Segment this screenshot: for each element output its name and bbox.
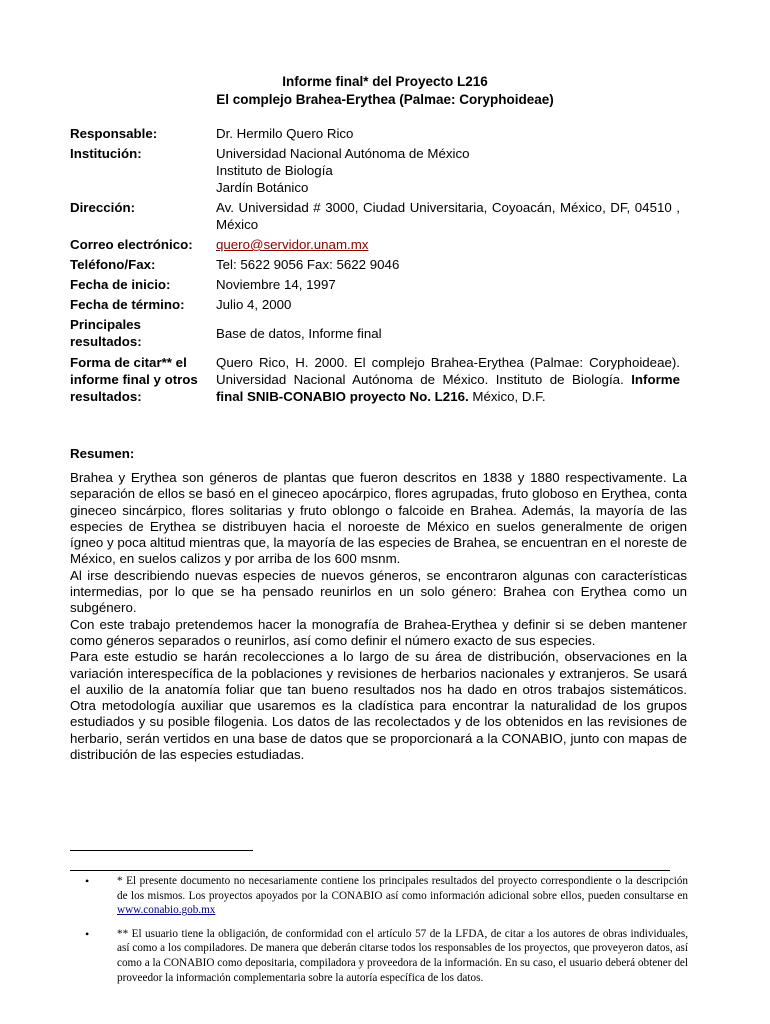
citar-label-line: resultados: (70, 389, 142, 404)
summary-paragraph: Para este estudio se harán recolecciones a lo largo de su área de distribución, observaciones en la variación interespecífica de la poblaciones y revisiones de herbarios nacionales y extranjeros. Se usará el auxilio de la anatomía foliar que tan bueno resultados nos ha dado en otros trabajos sistemáticos. Otra metodología auxiliar que usaremos es la cladística para encontrar la naturalidad de los grupos estudiados y su posible filogenia. Los datos de las recolectados y de los obtenidos en las revisiones de herbario, serán vertidos en una base de datos que se proporcionará a la CONABIO, junto con mapas de distribución de las especies estudiadas. (70, 649, 687, 763)
footnote-1-text (117, 874, 688, 918)
citation-end: México, D.F. (468, 389, 546, 404)
correo-row (70, 236, 680, 253)
summary-paragraph: Brahea y Erythea son géneros de plantas que fueron descritos en 1838 y 1880 respectivamente. La separación de ellos se basó en el gineceo apocárpico, flores agrupadas, fruto globoso en Erythea, conta gineceo sincárpico, flores solitarias y fruto oblongo o falcoide en Brahea. Además, la mayoría de las especies de Erythea se distribuyen hacia el noroeste de México en suelos generalmente de origen ígneo y poca altitud mientras que, la mayoría de las especies de Brahea, se encuentran en el noreste de México, en suelos calizos y por arriba de los 600 msnm. (70, 470, 687, 567)
resultados-label (70, 316, 216, 350)
citar-row (70, 354, 680, 405)
resultados-label-line: Principales (70, 317, 141, 332)
bullet-icon: • (85, 926, 90, 941)
fecha-termino-value: Julio 4, 2000 (216, 297, 292, 312)
report-title: Informe final* del Proyecto L216 (282, 74, 488, 89)
footnote-separator (70, 850, 253, 851)
footnotes (85, 874, 688, 994)
institucion-label: Institución: (70, 146, 142, 161)
project-metadata (70, 125, 680, 408)
direccion-value: Av. Universidad # 3000, Ciudad Universitaria, Coyoacán, México, DF, 04510 , México (216, 200, 680, 232)
institucion-row (70, 145, 680, 196)
resultados-label-line: resultados: (70, 334, 142, 349)
citation-text: Quero Rico, H. 2000. El complejo Brahea-Erythea (Palmae: Coryphoideae). Universidad Nacional Autónoma de México. Instituto de Biología. (216, 355, 680, 387)
summary-body (70, 470, 687, 763)
institucion-line: Jardín Botánico (216, 180, 309, 195)
project-title: El complejo Brahea-Erythea (Palmae: Coryphoideae) (216, 92, 554, 107)
fecha-inicio-value: Noviembre 14, 1997 (216, 277, 336, 292)
email-link[interactable]: quero@servidor.unam.mx (216, 237, 369, 252)
citar-label-line: Forma de citar** el (70, 355, 187, 370)
fecha-termino-row (70, 296, 680, 313)
institucion-value (216, 145, 680, 196)
summary-heading: Resumen: (70, 446, 135, 461)
responsable-value: Dr. Hermilo Quero Rico (216, 126, 354, 141)
telefono-value: Tel: 5622 9056 Fax: 5622 9046 (216, 257, 400, 272)
telefono-row (70, 256, 680, 273)
footnote-2 (85, 927, 688, 985)
correo-value-cell (216, 236, 680, 253)
institucion-line: Universidad Nacional Autónoma de México (216, 146, 470, 161)
citar-value (216, 354, 680, 405)
resultados-row (70, 316, 680, 350)
resultados-value: Base de datos, Informe final (216, 325, 382, 341)
fecha-termino-label: Fecha de término: (70, 297, 185, 312)
bullet-icon: • (85, 874, 90, 888)
citar-label (70, 354, 216, 405)
citation-bold: Informe final SNIB-CONABIO proyecto No. L216. (216, 372, 680, 404)
direccion-row (70, 199, 680, 233)
summary-paragraph: Al irse describiendo nuevas especies de nuevos géneros, se encontraron algunas con características intermedias, por lo que se ha pensado reunirlos en un solo género: Brahea con Erythea como un subgénero. (70, 567, 687, 616)
conabio-link[interactable]: www.conabio.gob.mx (117, 904, 216, 917)
summary-paragraph: Con este trabajo pretendemos hacer la monografía de Brahea-Erythea y definir si se deben mantener como géneros separados o reunirlos, así como definir el número exacto de sus especies. (70, 616, 687, 648)
footnote-1 (85, 874, 688, 918)
correo-label: Correo electrónico: (70, 237, 193, 252)
footnote-rule (70, 870, 670, 871)
responsable-row (70, 125, 680, 142)
direccion-label: Dirección: (70, 200, 136, 215)
fecha-inicio-label: Fecha de inicio: (70, 277, 171, 292)
telefono-label: Teléfono/Fax: (70, 257, 156, 272)
citar-label-line: informe final y otros (70, 372, 198, 387)
footnote-2-text: ** El usuario tiene la obligación, de conformidad con el artículo 57 de la LFDA, de citar a los autores de obras individuales, así como a los compiladores. De manera que deberán citarse todos los responsables de los proyectos, que proveyeron datos, así como a la CONABIO como depositaria, compiladora y proveedora de la información. En su caso, el usuario deberá obtener del proveedor la información complementaria sobre la autoría específica de los datos. (117, 927, 688, 984)
footnote-1-body: * El presente documento no necesariamente contiene los principales resultados del proyecto correspondiente o la descripción de los mismos. Los proyectos apoyados por la CONABIO así como información adicional sobre ellos, pueden consultarse en (117, 875, 688, 902)
fecha-inicio-row (70, 276, 680, 293)
institucion-line: Instituto de Biología (216, 163, 333, 178)
responsable-label: Responsable: (70, 126, 158, 141)
